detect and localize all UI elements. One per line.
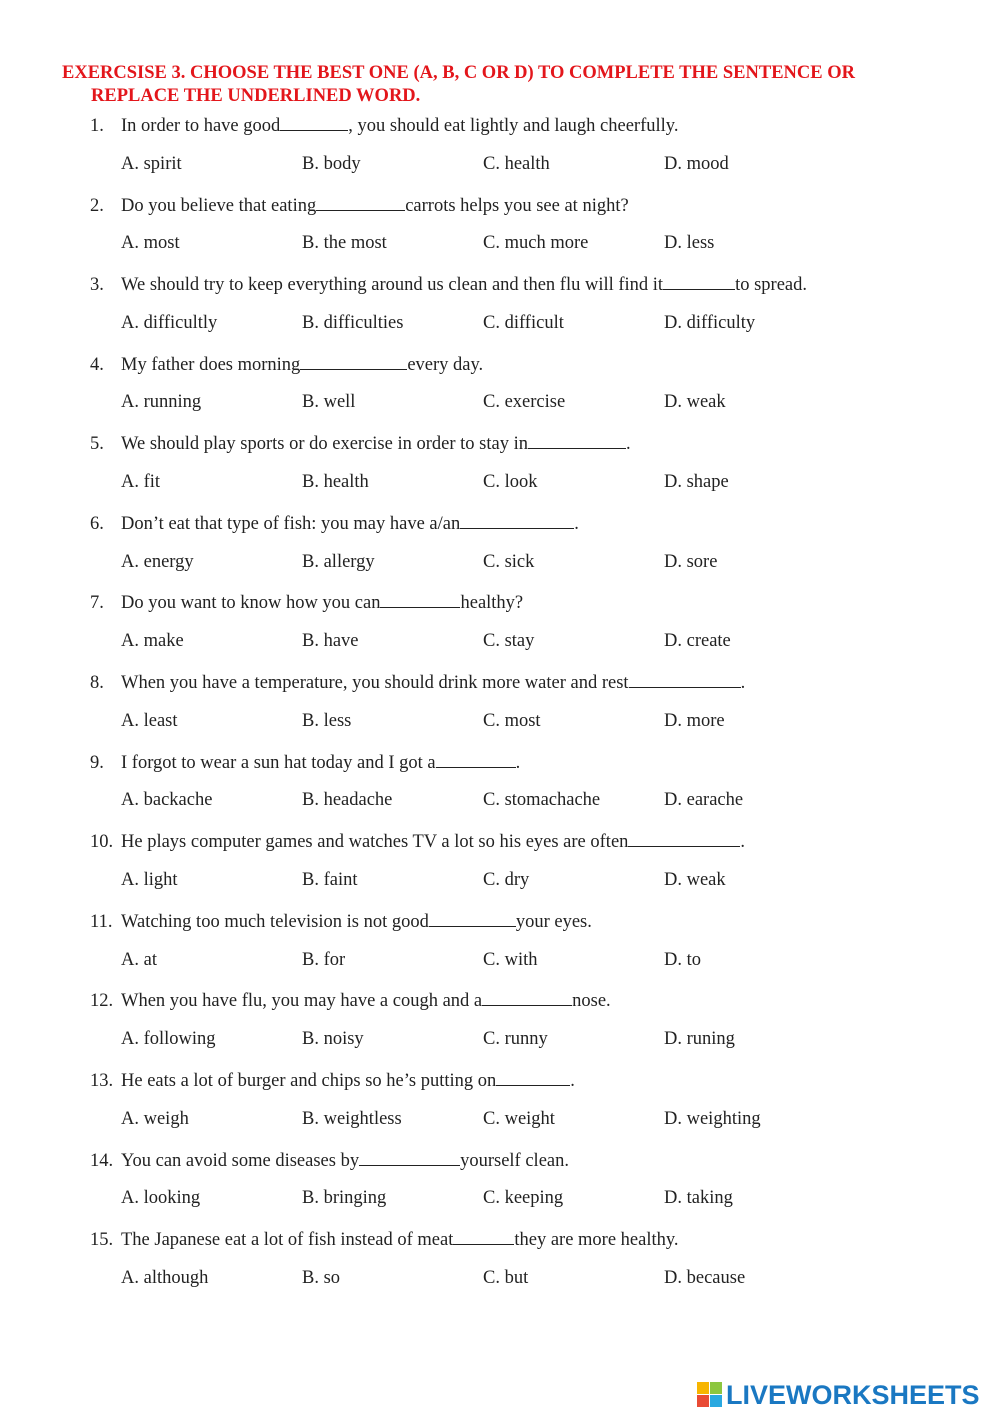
answer-blank[interactable] — [453, 1226, 514, 1245]
question-8 — [90, 669, 745, 695]
option-b[interactable]: B. well — [302, 392, 356, 412]
question-text-after: to spread. — [735, 275, 808, 295]
question-number: 14. — [90, 1151, 114, 1171]
options-5 — [121, 470, 921, 494]
answer-blank[interactable] — [482, 987, 572, 1006]
option-b[interactable]: B. faint — [302, 870, 358, 890]
option-a[interactable]: A. although — [121, 1268, 209, 1288]
option-a[interactable]: A. backache — [121, 790, 213, 810]
answer-blank[interactable] — [629, 669, 741, 688]
options-15 — [121, 1266, 921, 1290]
option-d[interactable]: D. weak — [664, 870, 726, 890]
option-c[interactable]: C. look — [483, 472, 538, 492]
option-b[interactable]: B. allergy — [302, 552, 375, 572]
option-a[interactable]: A. light — [121, 870, 178, 890]
answer-blank[interactable] — [436, 749, 516, 768]
question-text-after: , you should eat lightly and laugh cheerfully. — [348, 116, 679, 136]
answer-blank[interactable] — [359, 1147, 460, 1166]
question-3 — [90, 271, 807, 297]
options-3 — [121, 311, 921, 335]
liveworksheets-logo-icon — [697, 1382, 723, 1408]
option-d[interactable]: D. shape — [664, 472, 729, 492]
option-a[interactable]: A. following — [121, 1029, 216, 1049]
option-c[interactable]: C. difficult — [483, 313, 564, 333]
options-4 — [121, 390, 921, 414]
option-d[interactable]: D. create — [664, 631, 731, 651]
option-b[interactable]: B. noisy — [302, 1029, 364, 1049]
option-a[interactable]: A. least — [121, 711, 178, 731]
answer-blank[interactable] — [528, 430, 626, 449]
option-c[interactable]: C. much more — [483, 233, 589, 253]
option-c[interactable]: C. with — [483, 950, 538, 970]
option-b[interactable]: B. bringing — [302, 1188, 387, 1208]
question-number: 13. — [90, 1071, 114, 1091]
question-text-after: carrots helps you see at night? — [405, 196, 629, 216]
question-text-before: We should play sports or do exercise in order to stay in — [121, 434, 528, 454]
option-b[interactable]: B. so — [302, 1268, 341, 1288]
question-number: 2. — [90, 196, 104, 216]
options-11 — [121, 948, 921, 972]
options-6 — [121, 550, 921, 574]
option-c[interactable]: C. weight — [483, 1109, 555, 1129]
question-13 — [90, 1067, 575, 1093]
option-a[interactable]: A. energy — [121, 552, 194, 572]
question-2 — [90, 192, 629, 218]
question-5 — [90, 430, 631, 456]
question-10 — [90, 828, 745, 854]
answer-blank[interactable] — [628, 828, 740, 847]
question-4 — [90, 351, 483, 377]
option-b[interactable]: B. have — [302, 631, 359, 651]
option-d[interactable]: D. because — [664, 1268, 746, 1288]
options-2 — [121, 231, 921, 255]
question-text-before: Don’t eat that type of fish: you may have a/an — [121, 514, 461, 534]
answer-blank[interactable] — [429, 908, 516, 927]
question-number: 7. — [90, 593, 104, 613]
answer-blank[interactable] — [300, 351, 407, 370]
option-b[interactable]: B. weightless — [302, 1109, 402, 1129]
question-text-after: they are more healthy. — [514, 1230, 679, 1250]
option-b[interactable]: B. less — [302, 711, 352, 731]
question-number: 6. — [90, 514, 104, 534]
options-14 — [121, 1186, 921, 1210]
option-a[interactable]: A. difficultly — [121, 313, 218, 333]
question-7 — [90, 589, 523, 615]
question-text-before: You can avoid some diseases by — [121, 1151, 360, 1171]
exercise-heading — [62, 62, 962, 108]
option-d[interactable]: D. more — [664, 711, 725, 731]
option-d[interactable]: D. weak — [664, 392, 726, 412]
option-d[interactable]: D. mood — [664, 154, 729, 174]
answer-blank[interactable] — [496, 1067, 570, 1086]
option-c[interactable]: C. runny — [483, 1029, 548, 1049]
options-13 — [121, 1107, 921, 1131]
option-d[interactable]: D. runing — [664, 1029, 735, 1049]
option-d[interactable]: D. earache — [664, 790, 744, 810]
exercise-heading-line-2: REPLACE THE UNDERLINED WORD. — [91, 86, 421, 106]
question-text-after: healthy? — [460, 593, 524, 613]
question-number: 8. — [90, 673, 104, 693]
option-d[interactable]: D. to — [664, 950, 701, 970]
option-b[interactable]: B. body — [302, 154, 361, 174]
option-a[interactable]: A. most — [121, 233, 180, 253]
option-b[interactable]: B. difficulties — [302, 313, 404, 333]
question-text-before: The Japanese eat a lot of fish instead of meat — [121, 1230, 454, 1250]
question-11 — [90, 908, 592, 934]
question-14 — [90, 1147, 569, 1173]
option-d[interactable]: D. difficulty — [664, 313, 756, 333]
liveworksheets-logo-text: LIVEWORKSHEETS — [726, 1379, 980, 1410]
answer-blank[interactable] — [380, 589, 460, 608]
question-number: 3. — [90, 275, 104, 295]
question-text-before: In order to have good — [121, 116, 281, 136]
answer-blank[interactable] — [460, 510, 574, 529]
question-number: 10. — [90, 832, 114, 852]
question-9 — [90, 749, 520, 775]
question-text-before: My father does morning — [121, 355, 301, 375]
option-d[interactable]: D. weighting — [664, 1109, 761, 1129]
option-c[interactable]: C. but — [483, 1268, 529, 1288]
options-8 — [121, 709, 921, 733]
option-b[interactable]: B. headache — [302, 790, 393, 810]
option-c[interactable]: C. stomachache — [483, 790, 601, 810]
question-15 — [90, 1226, 679, 1252]
options-12 — [121, 1027, 921, 1051]
option-c[interactable]: C. keeping — [483, 1188, 564, 1208]
options-1 — [121, 152, 921, 176]
question-1 — [90, 112, 678, 138]
question-text-after: . — [625, 434, 631, 454]
question-text-before: When you have a temperature, you should drink more water and rest — [121, 673, 629, 693]
option-d[interactable]: D. less — [664, 233, 715, 253]
question-text-before: Do you believe that eating — [121, 196, 317, 216]
liveworksheets-logo — [697, 1378, 980, 1412]
option-a[interactable]: A. weigh — [121, 1109, 189, 1129]
question-text-after: yourself clean. — [460, 1151, 569, 1171]
question-text-before: He eats a lot of burger and chips so he’s putting on — [121, 1071, 497, 1091]
question-text-before: When you have flu, you may have a cough and a — [121, 991, 483, 1011]
exercise-heading-line-1: EXERCSISE 3. CHOOSE THE BEST ONE (A, B, C OR D) TO COMPLETE THE SENTENCE OR — [62, 63, 855, 83]
option-c[interactable]: C. health — [483, 154, 550, 174]
question-text-after: every day. — [407, 355, 484, 375]
question-text-after: nose. — [572, 991, 611, 1011]
options-7 — [121, 629, 921, 653]
question-number: 11. — [90, 912, 113, 932]
option-d[interactable]: D. sore — [664, 552, 718, 572]
option-b[interactable]: B. health — [302, 472, 369, 492]
question-text-before: He plays computer games and watches TV a lot so his eyes are often — [121, 832, 629, 852]
option-a[interactable]: A. make — [121, 631, 184, 651]
question-number: 9. — [90, 753, 104, 773]
question-text-after: . — [740, 832, 746, 852]
answer-blank[interactable] — [280, 112, 348, 131]
question-12 — [90, 987, 611, 1013]
option-a[interactable]: A. at — [121, 950, 157, 970]
question-text-after: . — [574, 514, 579, 534]
question-text-after: your eyes. — [515, 912, 592, 932]
question-text-after: . — [570, 1071, 575, 1091]
question-number: 12. — [90, 991, 114, 1011]
question-number: 5. — [90, 434, 104, 454]
option-b[interactable]: B. for — [302, 950, 346, 970]
question-text-before: We should try to keep everything around us clean and then flu will find it — [121, 275, 664, 295]
question-number: 15. — [90, 1230, 114, 1250]
option-b[interactable]: B. the most — [302, 233, 387, 253]
option-c[interactable]: C. exercise — [483, 392, 566, 412]
answer-blank[interactable] — [316, 192, 405, 211]
question-text-after: . — [740, 673, 746, 693]
question-text-before: Do you want to know how you can — [121, 593, 381, 613]
option-c[interactable]: C. sick — [483, 552, 535, 572]
option-c[interactable]: C. dry — [483, 870, 530, 890]
option-a[interactable]: A. fit — [121, 472, 161, 492]
option-c[interactable]: C. stay — [483, 631, 535, 651]
question-number: 1. — [90, 116, 104, 136]
option-a[interactable]: A. running — [121, 392, 202, 412]
question-text-after: . — [515, 753, 521, 773]
options-10 — [121, 868, 921, 892]
option-c[interactable]: C. most — [483, 711, 541, 731]
option-a[interactable]: A. looking — [121, 1188, 201, 1208]
options-9 — [121, 788, 921, 812]
answer-blank[interactable] — [663, 271, 735, 290]
question-text-before: I forgot to wear a sun hat today and I got a — [121, 753, 436, 773]
option-d[interactable]: D. taking — [664, 1188, 733, 1208]
question-number: 4. — [90, 355, 104, 375]
question-text-before: Watching too much television is not good — [121, 912, 429, 932]
question-6 — [90, 510, 579, 536]
option-a[interactable]: A. spirit — [121, 154, 182, 174]
